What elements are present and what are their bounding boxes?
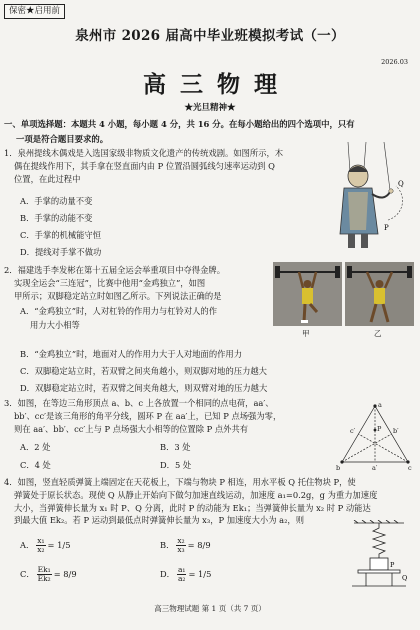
q3-stem-line3: 则在 aa′、bb′、cc′上与 P 点场强大小相等的位置除 P 点外共有 — [14, 423, 249, 434]
q4-option-d[interactable] — [160, 566, 211, 583]
q1-fig-label-q: Q — [398, 180, 404, 188]
q1-option-c[interactable]: C．手掌的机械能守恒 — [20, 230, 102, 240]
q3-label-p: P — [377, 425, 382, 433]
q4-option-c-num: Ek₁ — [37, 565, 51, 574]
q3-triangle-figure — [336, 400, 414, 472]
q4-option-c-den: Ek₂ — [37, 574, 51, 583]
q4-option-d-num: a₁ — [177, 565, 186, 574]
q3-label-a: a — [378, 401, 382, 409]
q4-option-a[interactable] — [20, 537, 71, 554]
subject-title: 高三物理 — [143, 71, 291, 98]
q1-stem-line3: 位置，在此过程中 — [14, 173, 81, 184]
q1-stem-line1: 1．泉州提线木偶戏是入选国家级非物质文化遗产的传统戏剧。如图所示，木 — [4, 148, 284, 158]
q4-option-d-value: = 1/5 — [188, 569, 212, 579]
q4-option-b-num: x₂ — [177, 536, 185, 545]
exam-title: 泉州市 2026 届高中毕业班模拟考试（一） — [75, 28, 345, 44]
q2-stem-line1: 2．福建选手李发彬在第十五届全运会举重项目中夺得金牌。 — [4, 265, 225, 275]
q4-option-d-prefix: D． — [160, 569, 175, 579]
q3-label-a-prime: a′ — [372, 464, 378, 472]
q4-fig-label-q: Q — [402, 574, 408, 582]
q2-stem-line2: 实现全运会“三连冠”，比赛中他用“金鸡独立”，如图 — [14, 277, 206, 288]
confidential-seal: 保密★启用前 — [4, 4, 65, 19]
q2-photo-jia — [273, 262, 342, 326]
q3-label-b-prime: b′ — [393, 427, 399, 435]
q3-option-d[interactable]: D．5 处 — [160, 460, 192, 470]
q4-option-c-value: = 8/9 — [53, 569, 77, 579]
q4-option-a-den: x₂ — [37, 545, 45, 554]
q4-option-d-den: a₂ — [177, 574, 186, 583]
section-heading-line1: 一、单项选择题：本题共 4 小题，每小题 4 分，共 16 分。在每小题给出的四个选项中，只有 — [4, 119, 355, 129]
q1-options — [20, 194, 300, 259]
q4-stem-line3: 大小，当弹簧伸长量为 x₁ 时 P、Q 分离，此时 P 的动能为 Ek₁；当弹簧伸长量为 x₂ 时 P 动能达 — [14, 502, 371, 513]
q3-label-b: b — [336, 464, 341, 472]
q4-option-b-value: = 8/9 — [187, 540, 211, 550]
q4-option-b[interactable] — [160, 537, 211, 554]
q3-label-c-prime: c′ — [350, 427, 356, 435]
q1-option-d[interactable]: D．提线对手掌不做功 — [20, 247, 102, 257]
q2-option-c[interactable]: C．双脚稳定站立时，若双臂之间夹角越小，则双脚对地的压力越大 — [20, 366, 267, 376]
q4-option-a-num: x₁ — [37, 536, 45, 545]
q3-label-c: c — [408, 464, 412, 472]
exam-date: 2026.03 — [381, 58, 408, 66]
q1-fig-label-p: P — [384, 224, 389, 232]
q4-stem-line2: 弹簧处于原长状态。现使 Q 从静止开始向下做匀加速直线运动，加速度 a₁=0.2g，g 为重力加速度 — [14, 489, 378, 500]
q4-spring-figure — [344, 520, 414, 596]
q2-option-a-line2: 用力大小相等 — [30, 320, 80, 330]
question-2 — [4, 264, 274, 302]
question-1 — [4, 147, 324, 185]
q2-photo-yi — [345, 262, 414, 326]
question-3 — [4, 397, 334, 435]
q1-option-b[interactable]: B．手掌的动能不变 — [20, 213, 93, 223]
q4-fig-label-p: P — [390, 561, 395, 569]
q4-option-b-den: x₃ — [177, 545, 185, 554]
q3-option-a[interactable]: A．2 处 — [20, 442, 51, 452]
q4-stem-line1: 4．如图，竖直轻质弹簧上端固定在天花板上，下端与物块 P 相连，用水平板 Q 托住物块 P，使 — [4, 477, 356, 487]
q4-option-c[interactable] — [20, 566, 77, 583]
q4-stem-line4: 到最大值 Ek₂。若 P 运动到最低点时弹簧伸长量为 x₃，P 加速度大小为 a₂，则 — [14, 515, 304, 526]
q1-stem-line2: 偶在提线作用下，其手拿在竖直面内由 P 位置沿圆弧线匀速率运动到 Q — [14, 160, 275, 171]
q4-option-a-value: = 1/5 — [47, 540, 71, 550]
q2-option-b[interactable]: B．“金鸡独立”时，地面对人的作用力大于人对地面的作用力 — [20, 349, 243, 359]
section-heading-line2: 一项是符合题目要求的。 — [16, 133, 109, 144]
q2-option-a[interactable] — [20, 304, 270, 332]
page-footer: 高三物理试题 第 1 页（共 7 页） — [154, 604, 266, 613]
q3-stem-line1: 3．如图，在等边三角形顶点 a、b、c 上各放置一个相同的点电荷，aa′、 — [4, 398, 274, 408]
q2-caption-yi: 乙 — [374, 329, 382, 338]
q4-option-a-prefix: A． — [20, 540, 35, 550]
q1-puppet-figure — [328, 142, 412, 254]
q3-stem-line2: bb′、cc′是该三角形的角平分线，圆环 P 在 aa′上，已知 P 点场强为零， — [14, 410, 282, 421]
q2-option-a-line1: A．“金鸡独立”时，人对杠铃的作用力与杠铃对人的作 — [20, 306, 218, 316]
q2-option-d[interactable]: D．双脚稳定站立时，若双臂之间夹角越大，则双臂对地的压力越大 — [20, 383, 268, 393]
q3-option-c[interactable]: C．4 处 — [20, 460, 51, 470]
q4-option-c-prefix: C． — [20, 569, 35, 579]
q1-option-a[interactable]: A．手掌的动量不变 — [20, 196, 93, 206]
q2-stem-line3: 甲所示；双脚稳定站立时如图乙所示。下列说法正确的是 — [14, 290, 222, 301]
q4-option-b-prefix: B． — [160, 540, 175, 550]
q2-caption-jia: 甲 — [302, 329, 310, 338]
motto: ★光旦精神★ — [184, 103, 236, 113]
q3-option-b[interactable]: B．3 处 — [160, 442, 191, 452]
